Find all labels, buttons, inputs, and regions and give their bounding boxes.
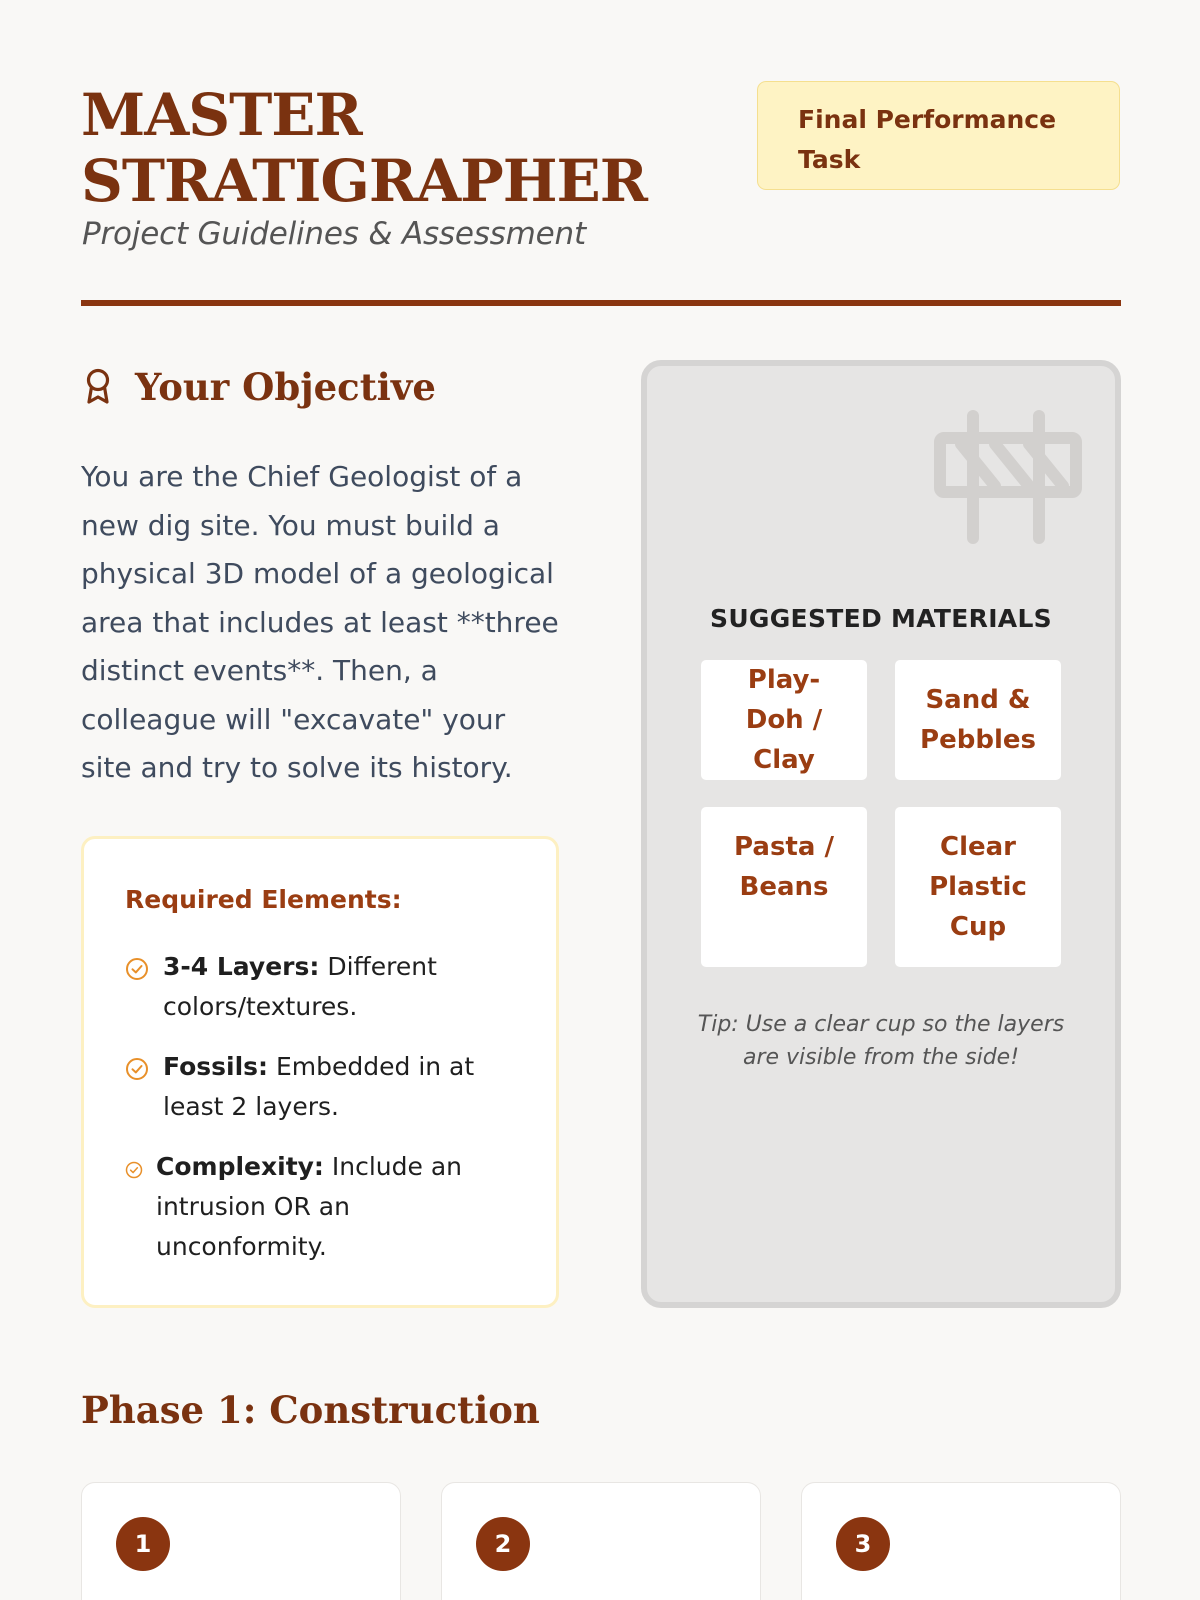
materials-tip: Tip: Use a clear cup so the layers are visible from the side! [697,1012,1065,1070]
step-card [801,1482,1121,1600]
award-icon [81,367,115,407]
material-item: Pasta / Beans [701,807,867,967]
phase-1-heading: Phase 1: Construction [81,1388,540,1432]
barrier-icon [933,410,1083,544]
objective-heading-text: Your Objective [135,365,436,409]
required-elements-title: Required Elements: [125,885,402,914]
task-badge: Final Performance Task [757,81,1120,190]
required-item-label: Complexity: [156,1152,324,1181]
step-number-badge: 3 [836,1517,890,1571]
required-item-text: Include an intrusion OR an unconformity. [156,1152,463,1261]
required-item-text: Embedded in at least 2 layers. [163,1052,475,1121]
step-card [81,1482,401,1600]
required-item-label: 3-4 Layers: [163,952,320,981]
check-circle-icon [125,957,149,981]
materials-heading: SUGGESTED MATERIALS [710,604,1052,633]
page-subtitle: Project Guidelines & Assessment [82,216,586,252]
step-card [441,1482,761,1600]
objective-text: You are the Chief Geologist of a new dig site. You must build a physical 3D model of a geological area that includes at least **three distinct events**. Then, a colleague will "excavate" your site and try to solve its history. [81,460,559,784]
page-title [81,82,647,214]
material-item: Play-Doh / Clay [701,660,867,780]
step-number-badge: 2 [476,1517,530,1571]
title-line-2: STRATIGRAPHER [81,147,647,215]
objective-heading [81,362,436,412]
required-elements-card [81,836,559,1308]
header-divider [81,300,1121,306]
material-item: Clear Plastic Cup [895,807,1061,967]
check-circle-icon [125,1161,143,1179]
check-circle-icon [125,1057,149,1081]
required-item-label: Fossils: [163,1052,269,1081]
required-item-text: Different colors/textures. [163,952,437,1021]
material-item: Sand & Pebbles [895,660,1061,780]
step-number-badge: 1 [116,1517,170,1571]
title-line-1: MASTER [81,81,362,149]
materials-panel [641,360,1121,1308]
